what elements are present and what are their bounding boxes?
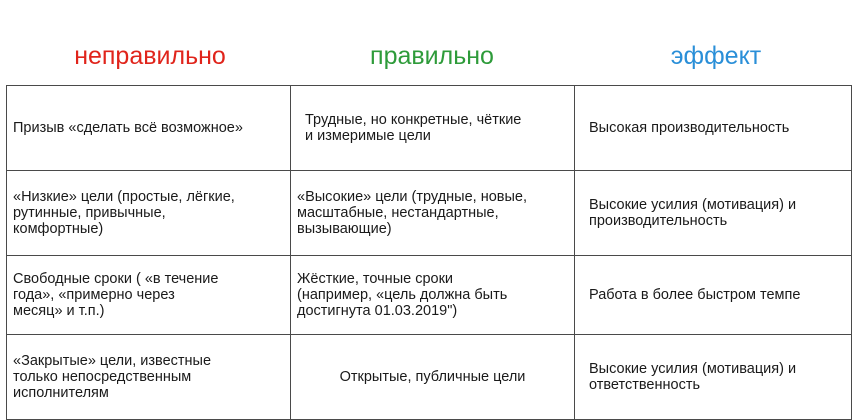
cell-text: комфортные) bbox=[13, 221, 104, 237]
cell-text: месяц» и т.п.) bbox=[13, 303, 105, 319]
cell-text: только непосредственным bbox=[13, 369, 192, 385]
header-wrong: неправильно bbox=[74, 42, 226, 70]
table-row bbox=[7, 335, 852, 420]
cell-text: «Высокие» цели (трудные, новые, bbox=[297, 189, 527, 205]
cell-right bbox=[291, 256, 575, 335]
cell-text: года», «примерно через bbox=[13, 287, 175, 303]
cell-text: (например, «цель должна быть bbox=[297, 287, 508, 303]
cell-right bbox=[291, 335, 575, 420]
cell-text: масштабные, нестандартные, bbox=[297, 205, 499, 221]
cell-text: Свободные сроки ( «в течение bbox=[13, 271, 219, 287]
cell-wrong bbox=[7, 86, 291, 171]
cell-wrong bbox=[7, 256, 291, 335]
cell-effect bbox=[575, 256, 852, 335]
cell-text: исполнителям bbox=[13, 385, 109, 401]
header-effect: эффект bbox=[670, 42, 762, 70]
table-row bbox=[7, 86, 852, 171]
cell-text: производительность bbox=[589, 213, 728, 229]
cell-right bbox=[291, 171, 575, 256]
cell-text: Открытые, публичные цели bbox=[339, 369, 526, 385]
cell-wrong bbox=[7, 171, 291, 256]
cell-effect bbox=[575, 335, 852, 420]
cell-effect bbox=[575, 171, 852, 256]
cell-text: «Низкие» цели (простые, лёгкие, bbox=[13, 189, 235, 205]
cell-wrong bbox=[7, 335, 291, 420]
comparison-table bbox=[6, 85, 852, 420]
table-row bbox=[7, 256, 852, 335]
cell-text: и измеримые цели bbox=[305, 128, 431, 144]
cell-right bbox=[291, 86, 575, 171]
cell-text: Трудные, но конкретные, чёткие bbox=[305, 112, 522, 128]
cell-text: Высокие усилия (мотивация) и bbox=[589, 361, 797, 377]
cell-text: Призыв «сделать всё возможное» bbox=[13, 120, 243, 136]
table-row bbox=[7, 171, 852, 256]
cell-text: Работа в более быстром темпе bbox=[589, 287, 801, 303]
cell-text: Высокая производительность bbox=[589, 120, 790, 136]
header-right: правильно bbox=[370, 42, 494, 70]
cell-text: «Закрытые» цели, известные bbox=[13, 353, 212, 369]
cell-text: достигнута 01.03.2019") bbox=[297, 303, 458, 319]
cell-text: ответственность bbox=[589, 377, 701, 393]
cell-text: рутинные, привычные, bbox=[13, 205, 166, 221]
cell-text: вызывающие) bbox=[297, 221, 392, 237]
column-headers bbox=[10, 40, 850, 80]
cell-text: Жёсткие, точные сроки bbox=[297, 271, 454, 287]
cell-effect bbox=[575, 86, 852, 171]
cell-text: Высокие усилия (мотивация) и bbox=[589, 197, 797, 213]
